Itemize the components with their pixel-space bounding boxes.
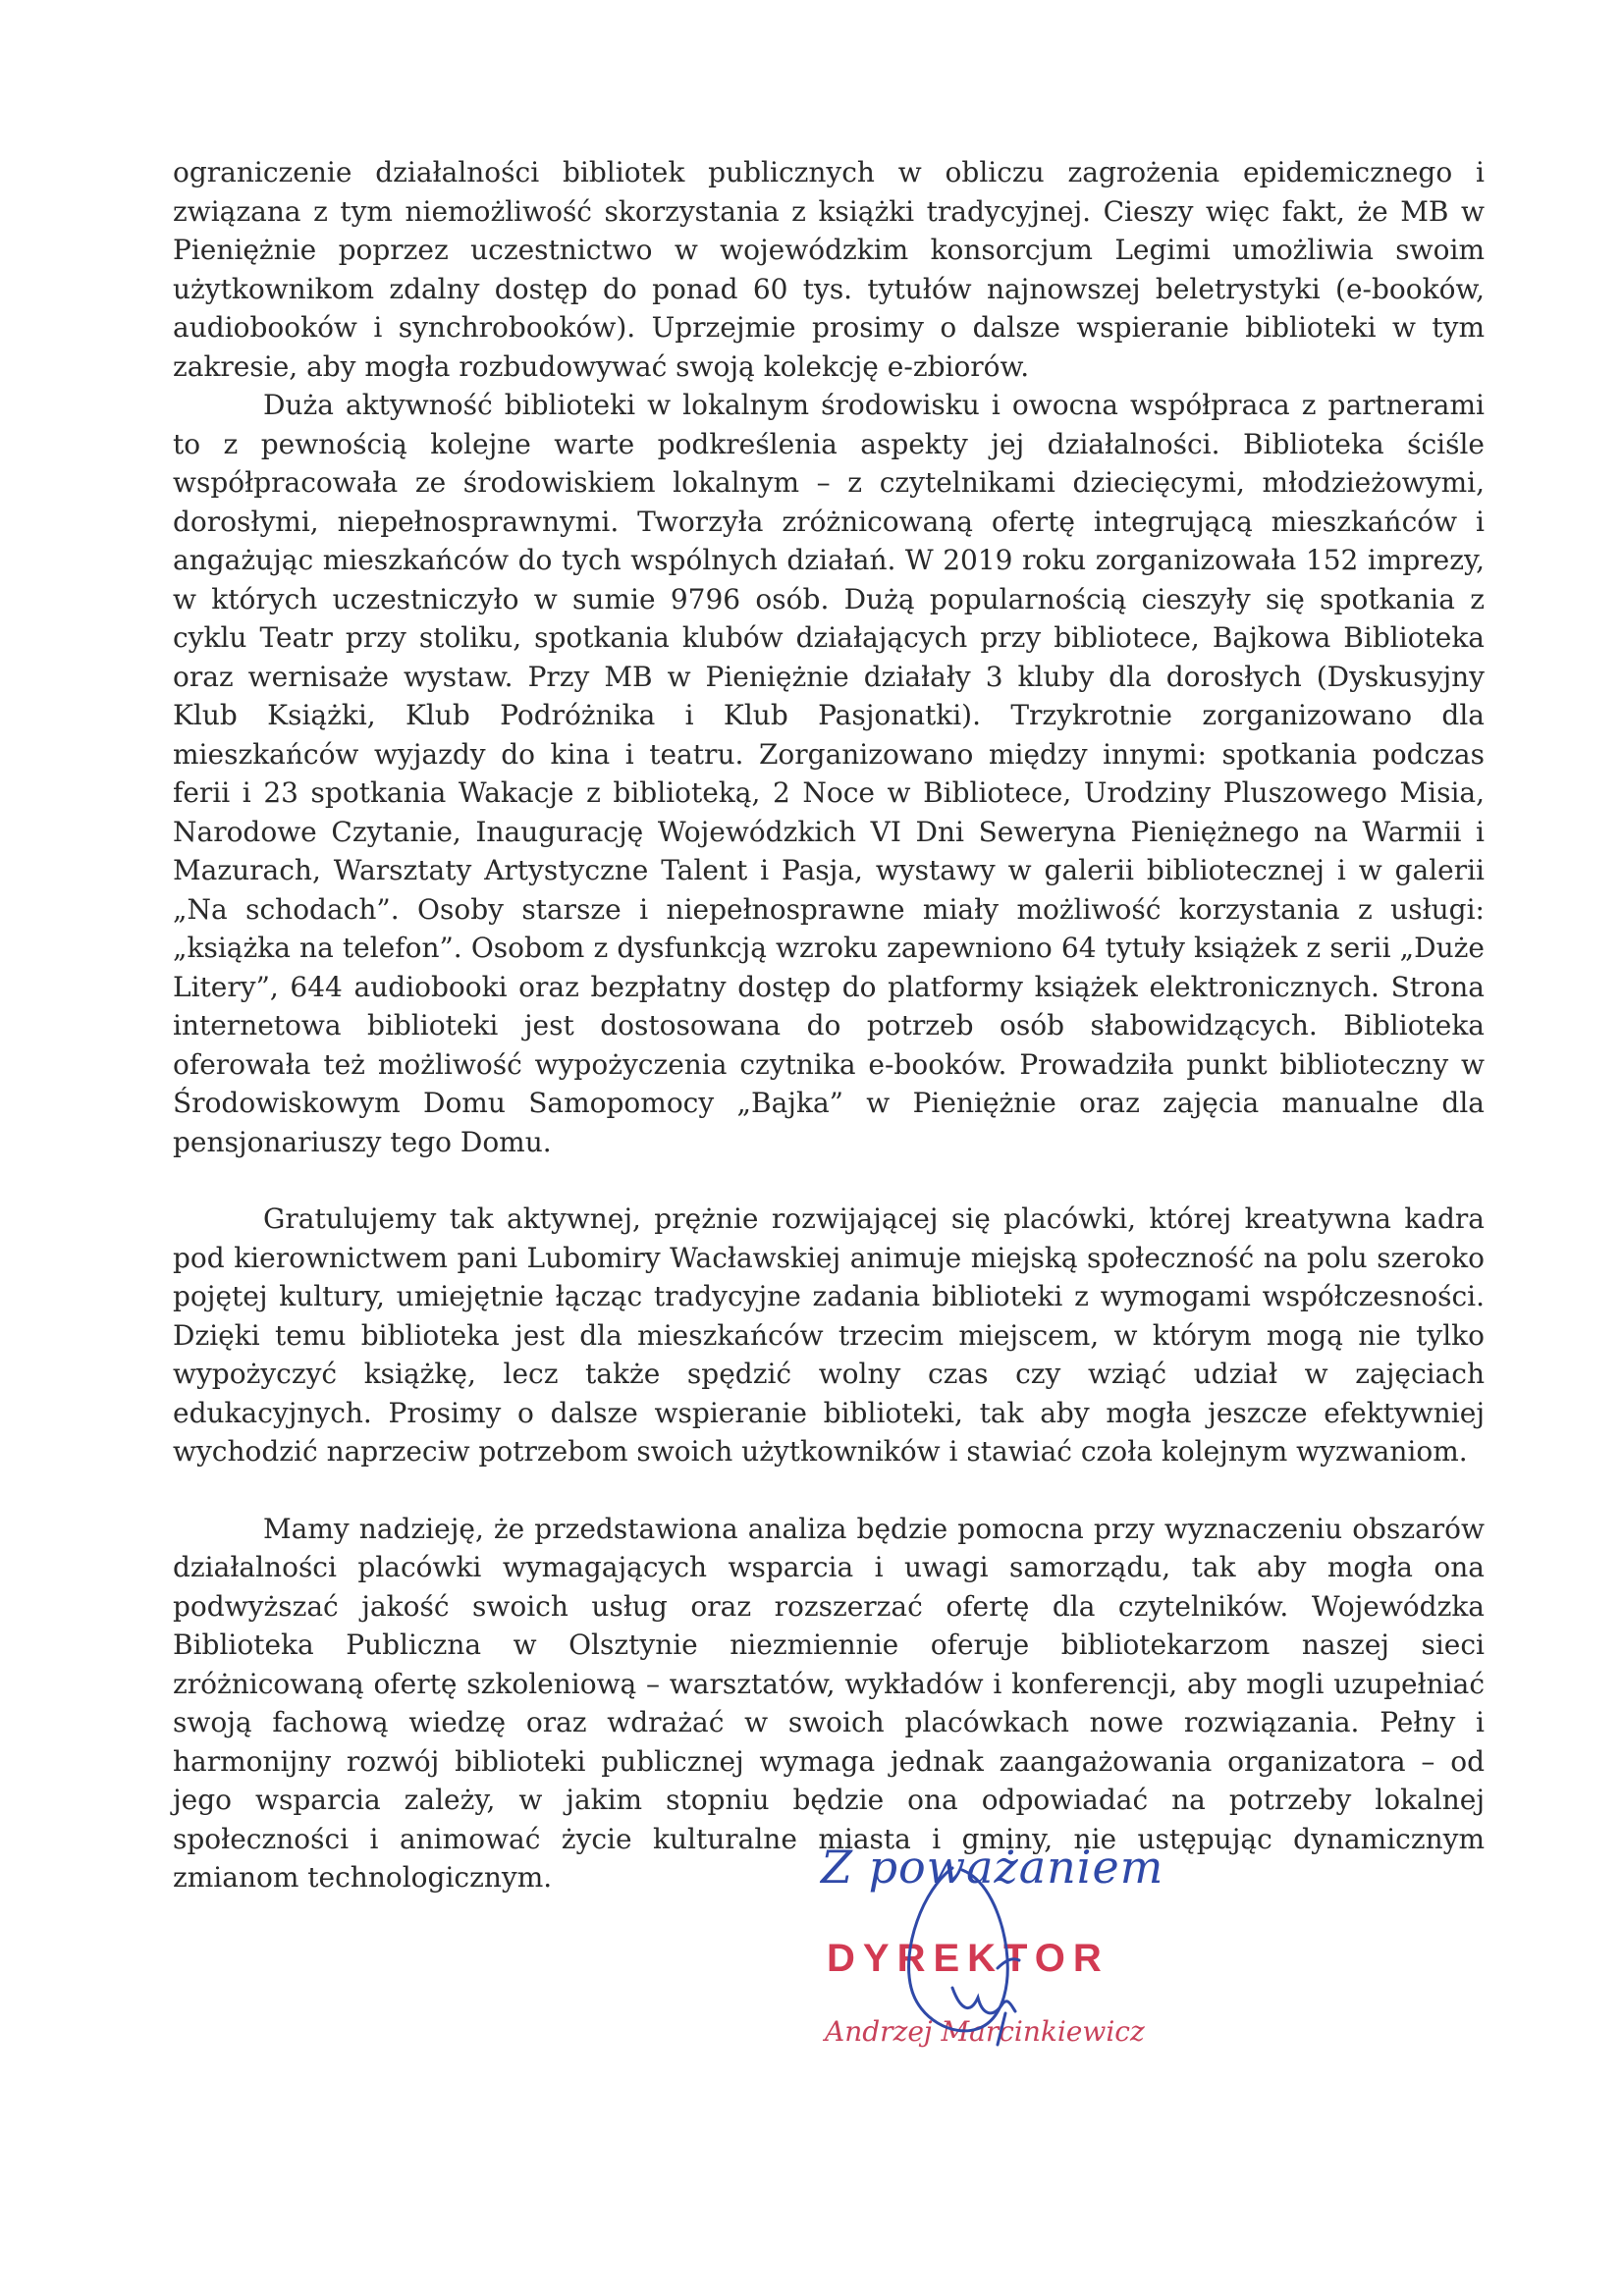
signature-title-stamp: DYREKTOR bbox=[827, 1937, 1109, 1980]
paragraph-2: Duża aktywność biblioteki w lokalnym środowisku i owocna współpraca z partnerami to z pewnością kolejne warte podkreślenia aspekty jej działalności. Biblioteka ściśle współpracowała ze środowiskiem lokalnym – z czytelnikami dziecięcymi, młodzieżowymi, dorosłymi, niepełnosprawnymi. Tworzyła zróżnicowaną ofertę integrującą mieszkańców i angażując mieszkańców do tych wspólnych działań. W 2019 roku zorganizowała 152 imprezy, w których uczestniczyło w sumie 9796 osób. Dużą popularnością cieszyły się spotkania z cyklu Teatr przy stoliku, spotkania klubów działających przy bibliotece, Bajkowa Biblioteka oraz wernisaże wystaw. Przy MB w Pieniężnie działały 3 kluby dla dorosłych (Dyskusyjny Klub Książki, Klub Podróżnika i Klub Pasjonatki). Trzykrotnie zorganizowano dla mieszkańców wyjazdy do kina i teatru. Zorganizowano między innymi: spotkania podczas ferii i 23 spotkania Wakacje z biblioteką, 2 Noce w Bibliotece, Urodziny Pluszowego Misia, Narodowe Czytanie, Inaugurację Wojewódzkich VI Dni Seweryna Pieniężnego na Warmii i Mazurach, Warsztaty Artystyczne Talent i Pasja, wystawy w galerii bibliotecznej i w galerii „Na schodach”. Osoby starsze i niepełnosprawne miały możliwość korzystania z usługi: „książka na telefon”. Osobom z dysfunkcją wzroku zapewniono 64 tytuły książek z serii „Duże Litery”, 644 audiobooki oraz bezpłatny dostęp do platformy książek elektronicznych. Strona internetowa biblioteki jest dostosowana do potrzeb osób słabowidzących. Biblioteka oferowała też możliwość wypożyczenia czytnika e-booków. Prowadziła punkt biblioteczny w Środowiskowym Domu Samopomocy „Bajka” w Pieniężnie oraz zajęcia manualne dla pensjonariuszy tego Domu. bbox=[173, 389, 1485, 1158]
signature-block bbox=[805, 1841, 1164, 2125]
handwritten-signature-icon bbox=[805, 1841, 1129, 2125]
paragraph-4: Mamy nadzieję, że przedstawiona analiza będzie pomocna przy wyznaczeniu obszarów działalności placówki wymagających wsparcia i uwagi samorządu, tak aby mogła ona podwyższać jakość swoich usług oraz rozszerzać ofertę dla czytelników. Wojewódzka Biblioteka Publiczna w Olsztynie niezmiennie oferuje bibliotekarzom naszej sieci zróżnicowaną ofertę szkoleniową – warsztatów, wykładów i konferencji, aby mogli uzupełniać swoją fachową wiedzę oraz wdrażać w swoich placówkach nowe rozwiązania. Pełny i harmonijny rozwój biblioteki publicznej wymaga jednak zaangażowania organizatora – od jego wsparcia zależy, w jakim stopniu będzie ona odpowiadać na potrzeby lokalnej społeczności i animować życie kulturalne miasta i gminy, nie ustępując dynamicznym zmianom technologicznym. bbox=[173, 1512, 1485, 1894]
paragraph-3: Gratulujemy tak aktywnej, prężnie rozwijającej się placówki, której kreatywna kadra pod kierownictwem pani Lubomiry Wacławskiej animuje miejską społeczność na polu szeroko pojętej kultury, umiejętnie łącząc tradycyjne zadania biblioteki z wymogami współczesności. Dzięki temu biblioteka jest dla mieszkańców trzecim miejscem, w którym mogą nie tylko wypożyczyć książkę, lecz także spędzić wolny czas czy wziąć udział w zajęciach edukacyjnych. Prosimy o dalsze wspieranie biblioteki, tak aby mogła jeszcze efektywniej wychodzić naprzeciw potrzebom swoich użytkowników i stawiać czoła kolejnym wyzwaniom. bbox=[173, 1202, 1485, 1468]
paragraph-1: ograniczenie działalności bibliotek publicznych w obliczu zagrożenia epidemicznego i związana z tym niemożliwość skorzystania z książki tradycyjnej. Cieszy więc fakt, że MB w Pieniężnie poprzez uczestnictwo w wojewódzkim konsorcjum Legimi umożliwia swoim użytkownikom zdalny dostęp do ponad 60 tys. tytułów najnowszej beletrystyki (e-booków, audiobooków i synchrobooków). Uprzejmie prosimy o dalsze wspieranie biblioteki w tym zakresie, aby mogła rozbudowywać swoją kolekcję e-zbiorów. bbox=[173, 156, 1485, 383]
signature-name-stamp: Andrzej Marcinkiewicz bbox=[825, 2015, 1145, 2048]
signature-closing: Z poważaniem bbox=[821, 1841, 1164, 1894]
letter-body bbox=[173, 153, 1485, 1897]
